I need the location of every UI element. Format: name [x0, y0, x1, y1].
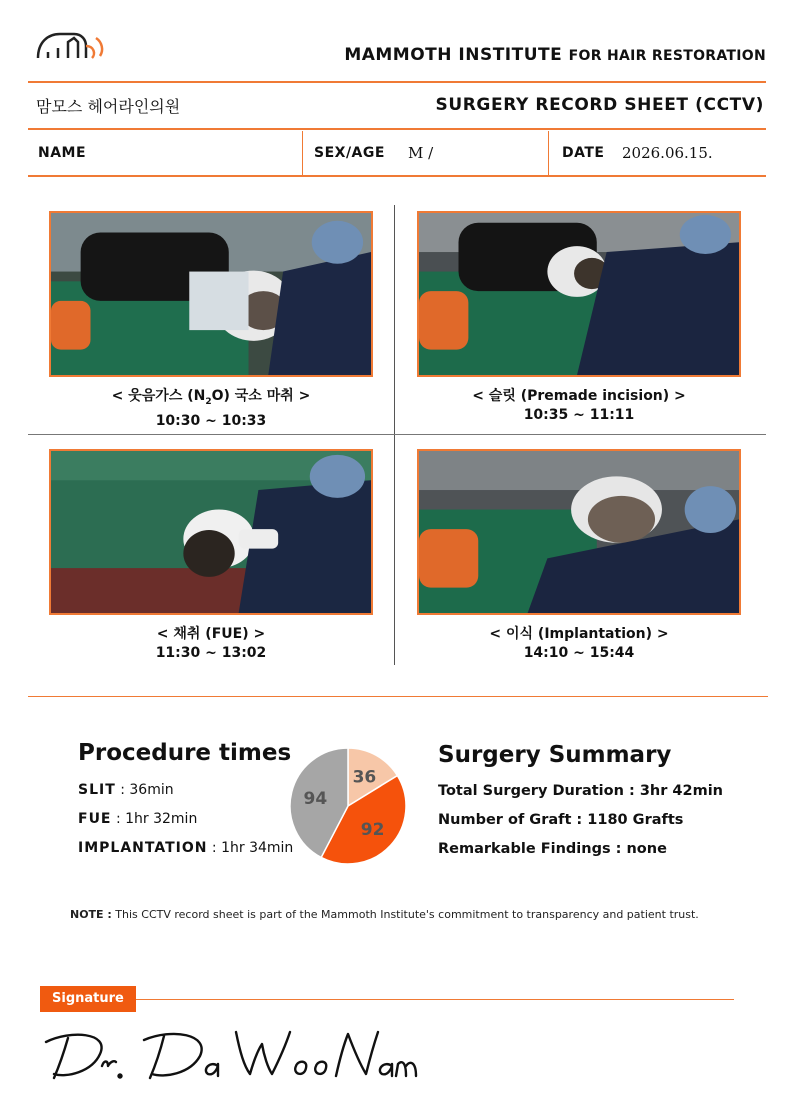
photo-caption: < 웃음가스 $(N_2O)$ 국소 마취 > 10:30 ~ 10:33: [111, 388, 311, 429]
pie-label-fue: 92: [360, 819, 385, 840]
header-divider: [28, 81, 766, 83]
procedure-times-title: Procedure times: [78, 740, 292, 766]
field-separator: [548, 131, 549, 175]
grid-divider-horizontal: [28, 434, 766, 435]
photo-time: 10:35 ~ 11:11: [523, 407, 635, 423]
korean-clinic-name: 맘모스 헤어라인의원: [36, 97, 181, 116]
procedure-row-fue: FUE : 1hr 32min: [78, 811, 198, 827]
section-divider: [28, 696, 768, 697]
photo-time: 11:30 ~ 13:02: [155, 645, 267, 661]
pie-label-slit: 36: [352, 767, 377, 788]
date-label: DATE: [562, 145, 605, 161]
surgery-summary-title: Surgery Summary: [438, 742, 672, 768]
fields-divider: [28, 175, 766, 177]
summary-findings: Remarkable Findings : none: [438, 841, 667, 857]
sexage-label: SEX/AGE: [314, 145, 385, 161]
field-separator: [302, 131, 303, 175]
cctv-photo-slit: [417, 211, 741, 377]
sexage-value: M /: [408, 144, 434, 162]
cctv-photo-anesthesia: [49, 211, 373, 377]
sheet-title: SURGERY RECORD SHEET (CCTV): [435, 95, 764, 115]
cctv-photo-fue: [49, 449, 373, 615]
name-label: NAME: [38, 145, 87, 161]
pie-label-implantation: 94: [303, 788, 328, 809]
title-divider: [28, 128, 766, 130]
photo-caption: < 채취 (FUE) > 11:30 ~ 13:02: [155, 626, 267, 661]
handwritten-signature: [40, 1022, 420, 1088]
note: NOTE : This CCTV record sheet is part of the Mammoth Institute's commitment to transparency and patient trust.: [70, 908, 699, 921]
date-value: 2026.06.15.: [622, 144, 713, 162]
procedure-row-slit: SLIT : 36min: [78, 782, 174, 798]
photo-time: 10:30 ~ 10:33: [155, 412, 267, 429]
photo-time: 14:10 ~ 15:44: [523, 645, 635, 661]
signature-badge: Signature: [40, 986, 136, 1012]
procedure-row-implantation: IMPLANTATION : 1hr 34min: [78, 840, 294, 856]
mammoth-logo-icon: [34, 28, 108, 64]
procedure-times-pie-chart: [288, 746, 408, 866]
institute-name: MAMMOTH INSTITUTE FOR HAIR RESTORATION: [344, 45, 766, 65]
grid-divider-vertical: [394, 205, 395, 665]
cctv-photo-implantation: [417, 449, 741, 615]
signature-line: [136, 999, 734, 1000]
photo-caption: < 이식 (Implantation) > 14:10 ~ 15:44: [489, 626, 669, 661]
summary-grafts: Number of Graft : 1180 Grafts: [438, 812, 684, 828]
summary-duration: Total Surgery Duration : 3hr 42min: [438, 783, 724, 799]
photo-caption: < 슬릿 (Premade incision) > 10:35 ~ 11:11: [472, 388, 686, 423]
